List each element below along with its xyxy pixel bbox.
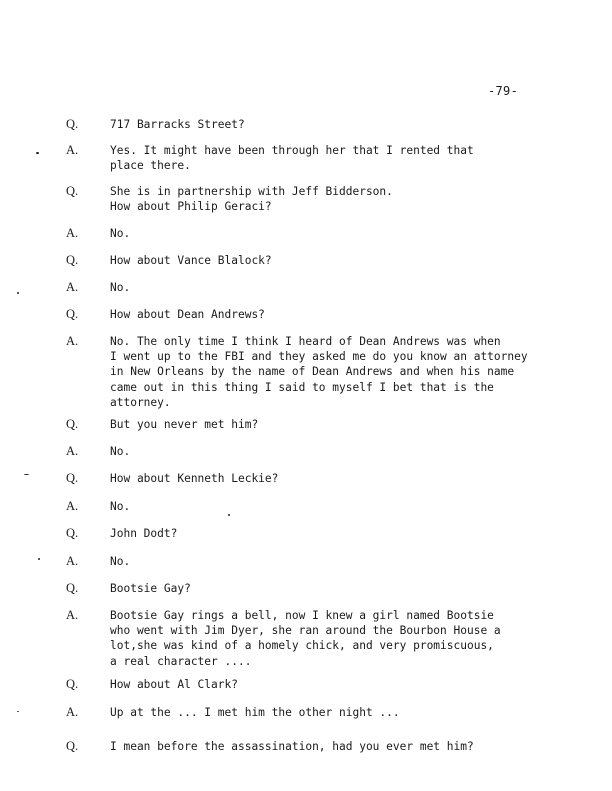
speaker-label: Q. (66, 417, 79, 431)
entry-text: Yes. It might have been through her that I rented that place there. (110, 144, 474, 173)
entry-text: How about Al Clark? (110, 678, 238, 691)
scan-speck (38, 558, 40, 560)
entry-text: I mean before the assassination, had you ever met him? (110, 740, 474, 753)
entry-text: No. (110, 281, 131, 294)
entry-text: 717 Barracks Street? (110, 118, 245, 131)
entry-text: Bootsie Gay? (110, 582, 191, 595)
speaker-label: Q. (66, 307, 79, 321)
speaker-label: A. (66, 444, 79, 458)
speaker-label: Q. (66, 253, 79, 267)
speaker-label: Q. (66, 117, 79, 131)
speaker-label: A. (66, 226, 79, 240)
speaker-label: Q. (66, 471, 79, 485)
entry-text: No. (110, 227, 131, 240)
entry-text: No. (110, 445, 131, 458)
entry-text: No. (110, 555, 131, 568)
speaker-label: Q. (66, 677, 79, 691)
entry-text: How about Kenneth Leckie? (110, 472, 279, 485)
scan-speck (36, 152, 39, 154)
speaker-label: A. (66, 554, 79, 568)
entry-text: But you never met him? (110, 418, 259, 431)
entry-text: How about Dean Andrews? (110, 308, 265, 321)
scan-speck (228, 514, 230, 516)
entry-text: Bootsie Gay rings a bell, now I knew a girl named Bootsie who went with Jim Dyer, she ran around the Bourbon House a lot,she was kind of a homely chick, and very promiscuous, a real character .... (110, 609, 501, 668)
entry-text: No. (110, 500, 131, 513)
speaker-label: A. (66, 280, 79, 294)
entry-text: No. The only time I think I heard of Dean Andrews was when I went up to the FBI and they asked me do you know an attorney in New Orleans by the name of Dean Andrews and when his name came out in this thing I said to myself I bet that is the attorney. (110, 335, 528, 409)
scan-speck (24, 474, 29, 475)
speaker-label: Q. (66, 581, 79, 595)
speaker-label: Q. (66, 184, 79, 198)
speaker-label: A. (66, 705, 79, 719)
entry-text: John Dodt? (110, 527, 178, 540)
entry-text: She is in partnership with Jeff Bidderson. How about Philip Geraci? (110, 185, 393, 214)
speaker-label: A. (66, 608, 79, 622)
page-number: -79- (488, 84, 519, 98)
scan-speck (17, 711, 19, 712)
entry-text: Up at the ... I met him the other night ... (110, 706, 400, 719)
speaker-label: A. (66, 499, 79, 513)
entry-text: How about Vance Blalock? (110, 254, 272, 267)
speaker-label: A. (66, 143, 79, 157)
speaker-label: A. (66, 334, 79, 348)
speaker-label: Q. (66, 526, 79, 540)
scan-speck (17, 292, 19, 294)
speaker-label: Q. (66, 739, 79, 753)
